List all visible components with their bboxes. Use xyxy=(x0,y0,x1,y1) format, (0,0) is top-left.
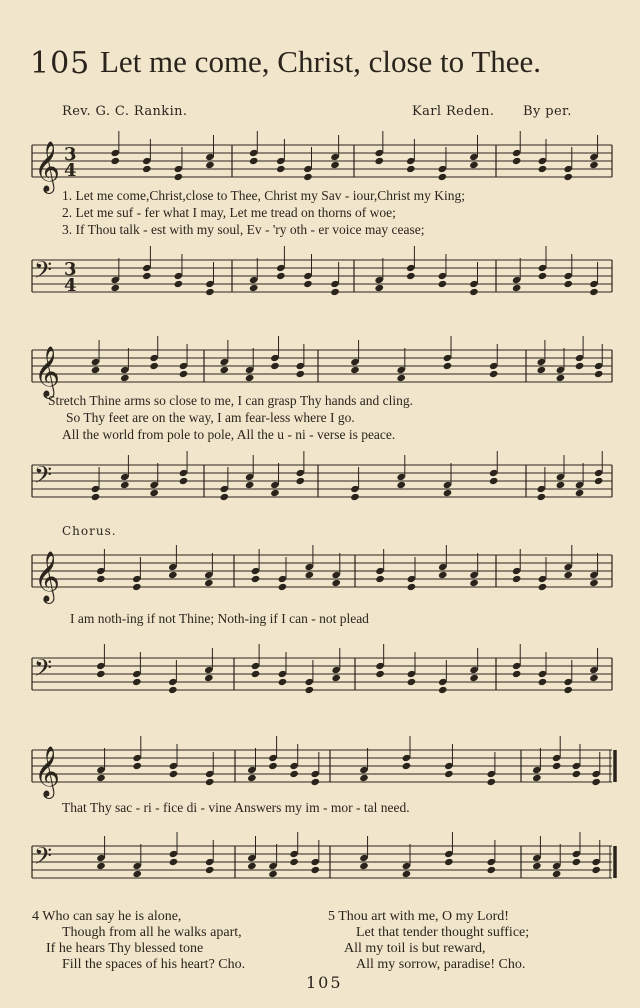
permission-note: By per. xyxy=(523,104,572,119)
time-signature-top: 3 xyxy=(64,259,77,280)
verse-4-line: If he hears Thy blessed tone xyxy=(46,941,204,956)
chord-mark xyxy=(438,147,448,181)
chord-mark xyxy=(91,467,101,501)
chord-mark xyxy=(538,139,548,173)
chord-mark xyxy=(251,549,261,583)
verse-5-line: All my toil is but reward, xyxy=(344,941,486,956)
chord-mark xyxy=(512,549,522,583)
verse-5-line: All my sorrow, paradise! Cho. xyxy=(356,957,526,972)
chord-mark xyxy=(438,545,448,579)
chord-mark xyxy=(556,348,566,382)
chord-mark xyxy=(552,844,562,878)
lyric-line: 2. Let me suf - fer what I may, Let me tread on thorns of woe; xyxy=(62,205,396,220)
chord-mark xyxy=(469,648,479,682)
chord-mark xyxy=(406,246,416,280)
chord-mark xyxy=(402,736,412,770)
chord-mark xyxy=(512,644,522,678)
staff-system-3-treble xyxy=(0,545,640,605)
chord-mark xyxy=(168,545,178,579)
chord-mark xyxy=(91,340,101,374)
chord-mark xyxy=(589,262,599,296)
chord-mark xyxy=(268,844,278,878)
treble-clef-icon: 𝄞 xyxy=(34,746,61,797)
chord-mark xyxy=(532,836,542,870)
staff-system-4-bass xyxy=(0,836,640,896)
chord-mark xyxy=(537,340,547,374)
chord-mark xyxy=(268,736,278,770)
chord-mark xyxy=(96,644,106,678)
staff-system-2-bass xyxy=(0,455,640,515)
chord-mark xyxy=(270,463,280,497)
chord-mark xyxy=(375,644,385,678)
chord-mark xyxy=(469,135,479,169)
chord-mark xyxy=(594,451,604,485)
chord-mark xyxy=(402,844,412,878)
chord-mark xyxy=(245,348,255,382)
chord-mark xyxy=(219,467,229,501)
lyric-line: 1. Let me come,Christ,close to Thee, Christ my Sav - iour,Christ my King; xyxy=(62,188,466,203)
chord-mark xyxy=(359,748,369,782)
time-signature-bottom: 4 xyxy=(64,160,77,181)
chord-mark xyxy=(359,836,369,870)
chord-mark xyxy=(489,344,499,378)
treble-clef-icon: 𝄞 xyxy=(34,551,61,602)
chord-mark xyxy=(278,557,288,591)
chord-mark xyxy=(537,467,547,501)
hymn-title: Let me come, Christ, close to Thee. xyxy=(100,44,542,79)
chord-mark xyxy=(179,451,189,485)
chord-mark xyxy=(142,246,152,280)
bass-clef-icon: 𝄢 xyxy=(34,256,53,289)
chord-mark xyxy=(589,135,599,169)
time-signature-top: 3 xyxy=(64,144,77,165)
hymn-number: 105 xyxy=(30,46,91,81)
chord-mark xyxy=(375,549,385,583)
bass-clef-icon: 𝄢 xyxy=(34,654,53,687)
bass-clef-icon: 𝄢 xyxy=(34,461,53,494)
chord-mark xyxy=(443,336,453,370)
chord-mark xyxy=(205,752,215,786)
chord-mark xyxy=(289,744,299,778)
chord-mark xyxy=(407,652,417,686)
chord-mark xyxy=(305,660,315,694)
chord-mark xyxy=(132,652,142,686)
chord-mark xyxy=(295,451,305,485)
chord-mark xyxy=(591,752,601,786)
chord-mark xyxy=(563,545,573,579)
chord-mark xyxy=(331,648,341,682)
chord-mark xyxy=(132,557,142,591)
page-number: 105 xyxy=(306,973,343,992)
verse-4-line: Though from all he walks apart, xyxy=(62,925,242,940)
chord-mark xyxy=(205,262,215,296)
chord-mark xyxy=(310,752,320,786)
chord-mark xyxy=(444,832,454,866)
chord-mark xyxy=(295,344,305,378)
chord-mark xyxy=(270,336,280,370)
chord-mark xyxy=(438,660,448,694)
chord-mark xyxy=(204,648,214,682)
chord-mark xyxy=(589,553,599,587)
staff-system-4-treble xyxy=(0,740,640,800)
lyric-line: All the world from pole to pole, All the u - ni - verse is peace. xyxy=(62,427,396,442)
chord-mark xyxy=(350,340,360,374)
chord-mark xyxy=(132,736,142,770)
chord-mark xyxy=(589,648,599,682)
verse-4-line: Fill the spaces of his heart? Cho. xyxy=(62,957,246,972)
chord-mark xyxy=(512,258,522,292)
chord-mark xyxy=(572,744,582,778)
chord-mark xyxy=(469,262,479,296)
verse-4-line: 4 Who can say he is alone, xyxy=(32,909,182,924)
chord-mark xyxy=(174,147,184,181)
staff-system-1-bass xyxy=(0,250,640,310)
chord-mark xyxy=(249,131,259,165)
chord-mark xyxy=(575,463,585,497)
lyric-line: Stretch Thine arms so close to me, I can grasp Thy hands and cling. xyxy=(48,393,414,408)
treble-clef-icon: 𝄞 xyxy=(34,141,61,192)
author-credit: Rev. G. C. Rankin. xyxy=(62,104,188,119)
chord-mark xyxy=(96,748,106,782)
chord-mark xyxy=(251,644,261,678)
chord-mark xyxy=(110,258,120,292)
chord-mark xyxy=(407,557,417,591)
chord-mark xyxy=(331,553,341,587)
chord-mark xyxy=(575,336,585,370)
chord-mark xyxy=(289,832,299,866)
chord-mark xyxy=(538,557,548,591)
lyric-line: 3. If Thou talk - est with my soul, Ev - 'ry oth - er voice may cease; xyxy=(62,222,425,237)
chord-mark xyxy=(96,549,106,583)
chord-mark xyxy=(249,258,259,292)
chord-mark xyxy=(168,660,178,694)
chord-mark xyxy=(245,455,255,489)
chord-mark xyxy=(276,139,286,173)
chord-mark xyxy=(563,147,573,181)
chord-mark xyxy=(469,553,479,587)
chord-mark xyxy=(572,832,582,866)
verse-5-line: Let that tender thought suffice; xyxy=(356,925,530,940)
chord-mark xyxy=(204,553,214,587)
chord-mark xyxy=(132,844,142,878)
chord-mark xyxy=(350,467,360,501)
chord-mark xyxy=(443,463,453,497)
chord-mark xyxy=(406,139,416,173)
chord-mark xyxy=(174,254,184,288)
chord-mark xyxy=(594,344,604,378)
chord-mark xyxy=(591,840,601,874)
chord-mark xyxy=(305,545,315,579)
chord-mark xyxy=(303,147,313,181)
chorus-label: Chorus. xyxy=(62,524,117,538)
chord-mark xyxy=(374,131,384,165)
time-signature-bottom: 4 xyxy=(64,275,77,296)
chord-mark xyxy=(438,254,448,288)
chord-mark xyxy=(96,836,106,870)
chord-mark xyxy=(247,836,257,870)
chord-mark xyxy=(487,840,497,874)
chord-mark xyxy=(205,135,215,169)
lyric-line: I am noth-ing if not Thine; Noth-ing if I can - not plead xyxy=(70,611,369,626)
chord-mark xyxy=(556,455,566,489)
chord-mark xyxy=(444,744,454,778)
chord-mark xyxy=(169,832,179,866)
chord-mark xyxy=(396,455,406,489)
chord-mark xyxy=(374,258,384,292)
chord-mark xyxy=(310,840,320,874)
lyric-line: So Thy feet are on the way, I am fear-less where I go. xyxy=(66,410,355,425)
chord-mark xyxy=(149,336,159,370)
chord-mark xyxy=(120,455,130,489)
chord-mark xyxy=(205,840,215,874)
chord-mark xyxy=(278,652,288,686)
chord-mark xyxy=(149,463,159,497)
chord-mark xyxy=(179,344,189,378)
chord-mark xyxy=(538,652,548,686)
chord-mark xyxy=(532,748,542,782)
chord-mark xyxy=(552,736,562,770)
chord-mark xyxy=(512,131,522,165)
chord-mark xyxy=(110,131,120,165)
staff-system-1-treble xyxy=(0,135,640,195)
chord-mark xyxy=(247,748,257,782)
composer-credit: Karl Reden. xyxy=(412,104,495,119)
treble-clef-icon: 𝄞 xyxy=(34,346,61,397)
chord-mark xyxy=(142,139,152,173)
chord-mark xyxy=(563,660,573,694)
bass-clef-icon: 𝄢 xyxy=(34,842,53,875)
chord-mark xyxy=(303,254,313,288)
chord-mark xyxy=(330,135,340,169)
chord-mark xyxy=(563,254,573,288)
chord-mark xyxy=(489,451,499,485)
verse-5-line: 5 Thou art with me, O my Lord! xyxy=(328,909,509,924)
chord-mark xyxy=(276,246,286,280)
chord-mark xyxy=(219,340,229,374)
staff-system-3-bass xyxy=(0,648,640,708)
staff-system-2-treble xyxy=(0,340,640,400)
chord-mark xyxy=(330,262,340,296)
lyric-line: That Thy sac - ri - fice di - vine Answers my im - mor - tal need. xyxy=(62,800,410,815)
chord-mark xyxy=(120,348,130,382)
chord-mark xyxy=(169,744,179,778)
chord-mark xyxy=(538,246,548,280)
chord-mark xyxy=(487,752,497,786)
chord-mark xyxy=(396,348,406,382)
